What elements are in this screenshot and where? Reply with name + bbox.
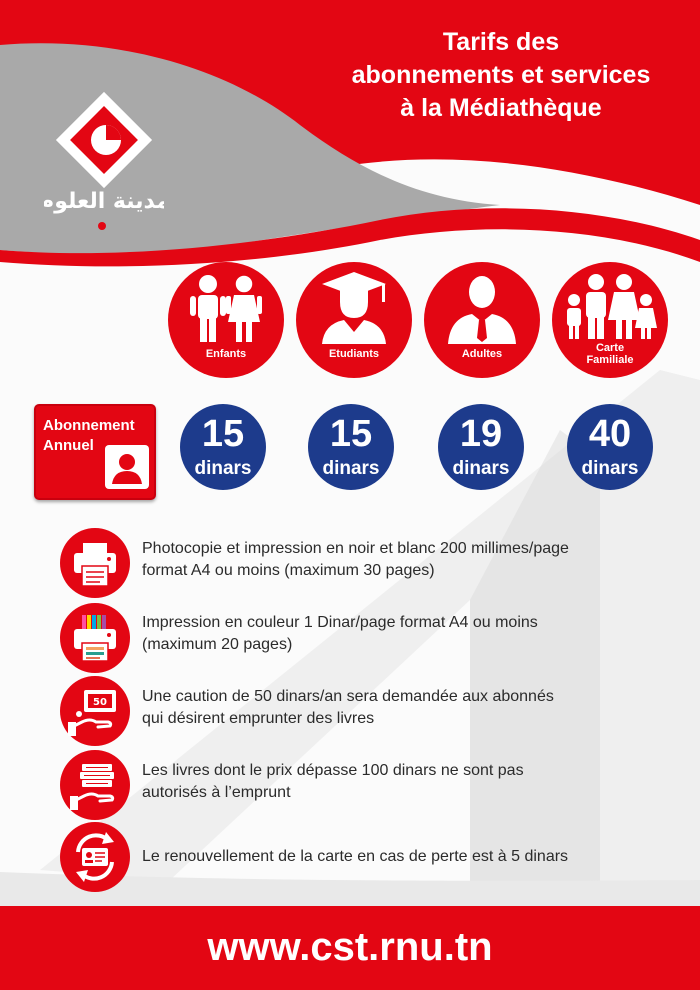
category-etudiants (296, 262, 412, 378)
service-line: (maximum 20 pages) (142, 636, 293, 653)
service-line: Les livres dont le prix dépasse 100 dinars ne sont pas (142, 762, 524, 779)
service-line: Une caution de 50 dinars/an sera demandée aux abonnés (142, 688, 554, 705)
price-amount: 40 (588, 413, 632, 455)
price-amount: 19 (459, 413, 503, 455)
svg-text:مدينة العلوم: مدينة العلوم (44, 189, 164, 214)
id-card-icon (104, 444, 150, 490)
service-line: autorisés à l’emprunt (142, 784, 291, 801)
category-label: Adultes (461, 348, 503, 360)
category-label: Enfants (205, 348, 247, 360)
price-amount: 15 (201, 413, 245, 455)
service-caution (142, 686, 682, 730)
category-carte-familiale (552, 262, 668, 378)
title-line: abonnements et services (351, 61, 651, 89)
printer-icon (60, 528, 130, 598)
children-icon (168, 262, 284, 378)
price-unit: dinars (581, 458, 639, 479)
service-line: format A4 ou moins (maximum 30 pages) (142, 562, 435, 579)
price-unit: dinars (452, 458, 510, 479)
service-renouvellement (142, 846, 682, 868)
service-line: Photocopie et impression en noir et blanc 200 millimes/page (142, 540, 569, 557)
svg-text:50: 50 (93, 697, 107, 708)
price-etudiants (308, 404, 394, 490)
service-livres (142, 760, 682, 804)
service-line: qui désirent emprunter des livres (142, 710, 375, 727)
abonnement-label-line: Abonnement (43, 417, 135, 434)
service-photocopie (142, 538, 682, 582)
service-line: Impression en couleur 1 Dinar/page format A4 ou moins (142, 614, 538, 631)
price-enfants (180, 404, 266, 490)
adult-icon (424, 262, 540, 378)
books-hand-icon (60, 750, 130, 820)
service-line: Le renouvellement de la carte en cas de perte est à 5 dinars (142, 848, 569, 865)
category-label: Etudiants (328, 348, 380, 360)
card-renew-icon (60, 822, 130, 892)
price-carte-familiale (567, 404, 653, 490)
color-printer-icon (60, 603, 130, 673)
website-link[interactable]: www.cst.rnu.tn (207, 925, 493, 969)
title-line: à la Médiathèque (400, 94, 602, 122)
footer (0, 906, 700, 990)
price-unit: dinars (194, 458, 252, 479)
graduate-icon (296, 262, 412, 378)
title-line: Tarifs des (442, 28, 560, 56)
category-adultes (424, 262, 540, 378)
price-adultes (438, 404, 524, 490)
price-unit: dinars (322, 458, 380, 479)
category-label-line: Familiale (586, 354, 634, 366)
page-title (318, 26, 684, 125)
category-label-line: Carte (595, 342, 625, 354)
abonnement-annuel-box (34, 404, 156, 500)
service-impression-couleur (142, 612, 682, 656)
abonnement-label-line: Annuel (43, 437, 94, 454)
price-amount: 15 (329, 413, 373, 455)
logo (44, 88, 164, 238)
banknote-hand-icon (60, 676, 130, 746)
category-label (552, 342, 668, 366)
category-enfants (168, 262, 284, 378)
